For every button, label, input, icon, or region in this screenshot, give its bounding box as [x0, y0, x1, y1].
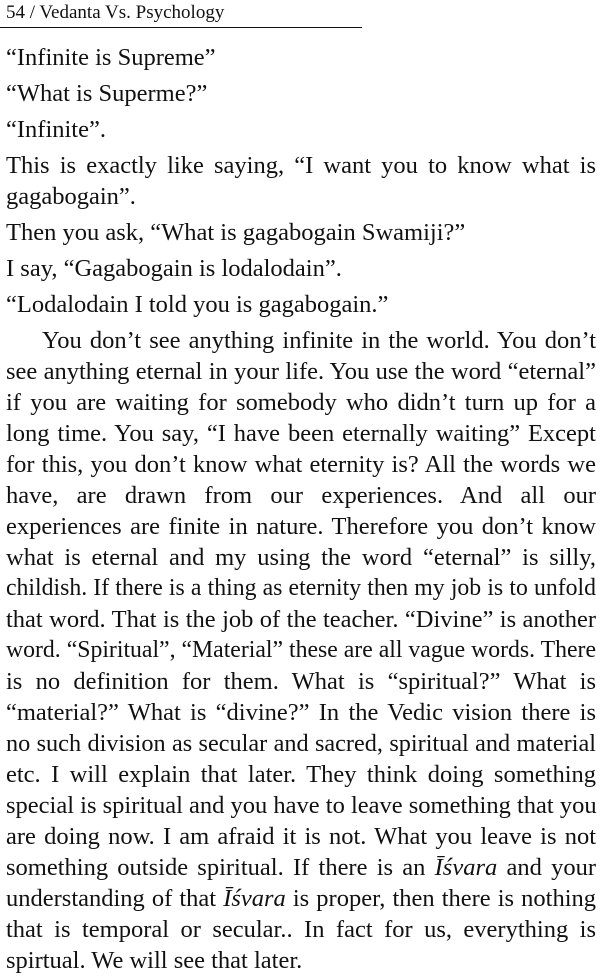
text-line: no such division as secular and sacred, spiritual and material	[6, 730, 596, 757]
text-run: understanding of that	[6, 885, 217, 912]
text-line: that is temporal or secular.. In fact for us, everything is	[6, 916, 596, 943]
text-line: You don’t see anything infinite in the world. You don’t	[42, 327, 596, 354]
text-line	[6, 883, 596, 914]
text-line: long time. You say, “I have been eternally waiting” Except	[6, 420, 596, 447]
text-line: gagabogain”.	[6, 183, 136, 210]
text-line: “Lodalodain I told you is gagabogain.”	[6, 291, 389, 318]
text-line: “What is Superme?”	[6, 80, 208, 107]
text-line	[6, 852, 596, 883]
text-line: childish. If there is a thing as eternity then my job is to unfold	[6, 575, 596, 601]
text-line: “Infinite is Supreme”	[6, 44, 216, 71]
text-line: see anything eternal in your life. You use the word “eternal”	[6, 358, 596, 385]
italic-term: Īśvara	[434, 854, 498, 881]
text-run: is proper, then there is nothing	[292, 885, 597, 912]
text-line: for this, you don’t know what eternity is? All the words we	[6, 451, 596, 478]
text-line: if you are waiting for somebody who didn’t turn up for a	[6, 389, 596, 416]
text-line: etc. I will explain that later. They think doing something	[6, 761, 596, 788]
text-line: is no definition for them. What is “spiritual?” What is	[6, 668, 596, 695]
text-line: special is spiritual and you have to leave something that you	[6, 792, 597, 819]
text-line: are doing now. I am afraid it is not. What you leave is not	[6, 823, 596, 850]
body-text	[6, 42, 596, 976]
text-line: “material?” What is “divine?” In the Vedic vision there is	[6, 699, 596, 726]
text-run: something outside spiritual. If there is an	[6, 854, 426, 881]
text-line: “Infinite”.	[6, 116, 106, 143]
text-line: what is eternal and my using the word “eternal” is silly,	[6, 544, 596, 571]
running-header: 54 / Vedanta Vs. Psychology	[6, 2, 225, 23]
text-line: have, are drawn from our experiences. And all our	[6, 482, 596, 509]
text-run: and your	[506, 854, 596, 881]
text-line: experiences are finite in nature. Therefore you don’t know	[6, 513, 596, 540]
text-line: spirtual. We will see that later.	[6, 947, 303, 974]
text-line: word. “Spiritual”, “Material” these are all vague words. There	[6, 637, 596, 663]
text-line: This is exactly like saying, “I want you to know what is	[6, 152, 596, 179]
italic-term: Īśvara	[223, 885, 286, 912]
text-line: that word. That is the job of the teacher. “Divine” is another	[6, 606, 596, 633]
header-rule	[0, 27, 362, 28]
text-line: Then you ask, “What is gagabogain Swamiji?”	[6, 219, 466, 246]
text-line: I say, “Gagabogain is lodalodain”.	[6, 255, 342, 282]
